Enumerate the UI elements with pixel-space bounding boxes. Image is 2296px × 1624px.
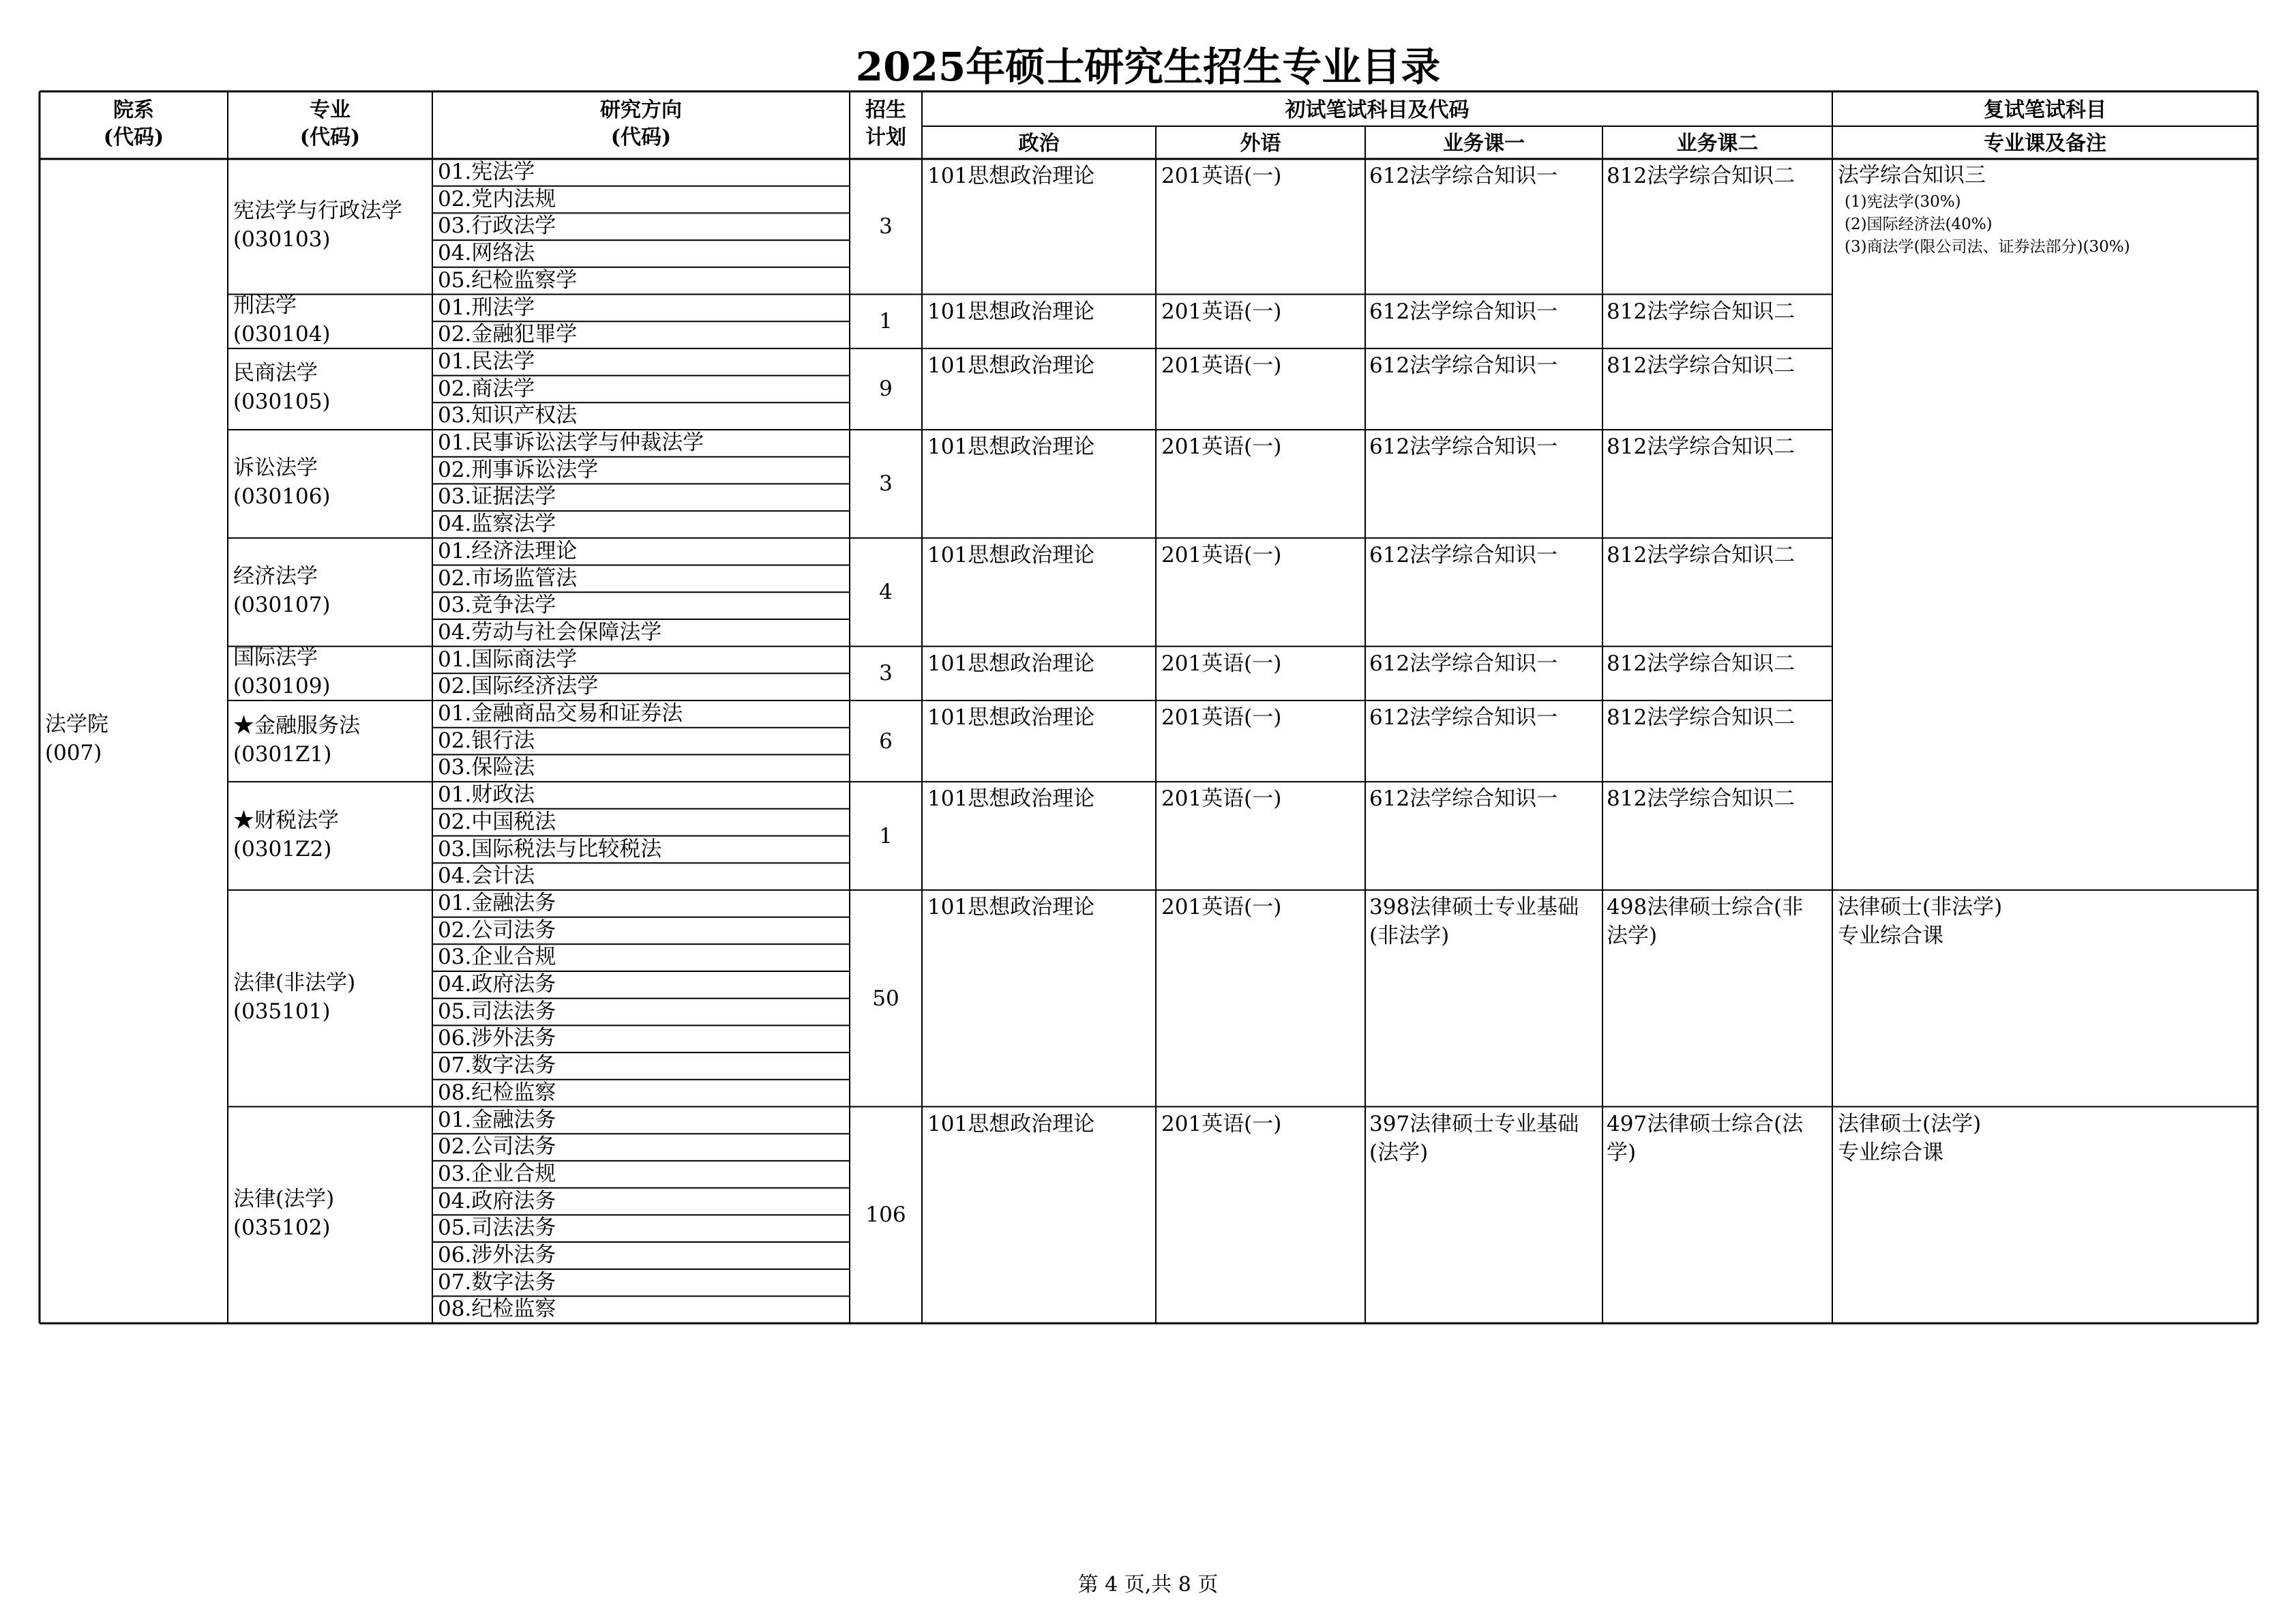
header-major: 专业 (代码)	[299, 98, 361, 149]
enrollment-plan: 6	[879, 728, 893, 754]
foreign-subject: 201英语(一)	[1161, 434, 1282, 459]
politics-subject: 101思想政治理论	[927, 353, 1095, 378]
research-direction: 05.司法法务	[438, 999, 556, 1024]
research-direction: 07.数字法务	[438, 1053, 556, 1078]
research-direction: 04.监察法学	[438, 512, 556, 537]
retest-subject: 法律硕士(法学)	[1838, 1111, 1982, 1136]
research-direction: 04.劳动与社会保障法学	[438, 619, 662, 645]
course1-subject: 612法学综合知识一	[1369, 434, 1558, 459]
major-code: (035101)	[233, 999, 331, 1024]
header-direction: 研究方向 (代码)	[600, 98, 682, 149]
major-code: (030104)	[233, 322, 331, 347]
course1-subject: 612法学综合知识一	[1369, 299, 1558, 324]
foreign-subject: 201英语(一)	[1161, 786, 1282, 812]
research-direction: 01.经济法理论	[438, 538, 578, 563]
politics-subject: 101思想政治理论	[927, 894, 1095, 919]
major-code: (030109)	[233, 674, 331, 699]
research-direction: 01.民事诉讼法学与仲裁法学	[438, 430, 704, 455]
department-code: (007)	[45, 741, 102, 765]
research-direction: 02.市场监管法	[438, 565, 578, 591]
major-code: (030105)	[233, 389, 331, 415]
foreign-subject: 201英语(一)	[1161, 299, 1282, 324]
major-name: 经济法学	[233, 564, 318, 589]
research-direction: 02.金融犯罪学	[438, 322, 578, 347]
course1-subject: 612法学综合知识一	[1369, 164, 1558, 188]
research-direction: 01.刑法学	[438, 295, 535, 320]
retest-law-item: (2)国际经济法(40%)	[1845, 216, 1993, 233]
course2-subject: 812法学综合知识二	[1607, 299, 1795, 324]
research-direction: 03.保险法	[438, 755, 535, 780]
page-title: 2025年硕士研究生招生专业目录	[855, 44, 1441, 90]
research-direction: 03.竞争法学	[438, 593, 556, 618]
course2-subject: 法学)	[1607, 923, 1658, 948]
research-direction: 01.金融法务	[438, 890, 556, 915]
course2-subject: 学)	[1607, 1140, 1637, 1165]
course1-subject: 612法学综合知识一	[1369, 651, 1558, 676]
foreign-subject: 201英语(一)	[1161, 164, 1282, 188]
enrollment-plan: 3	[879, 471, 893, 497]
course2-subject: 812法学综合知识二	[1607, 353, 1795, 378]
research-direction: 08.纪检监察	[438, 1080, 556, 1105]
course1-subject: 612法学综合知识一	[1369, 705, 1558, 730]
research-direction: 01.国际商法学	[438, 647, 578, 672]
research-direction: 02.银行法	[438, 728, 535, 753]
politics-subject: 101思想政治理论	[927, 786, 1095, 812]
politics-subject: 101思想政治理论	[927, 542, 1095, 567]
major-code: (030107)	[233, 593, 331, 618]
major-code: (030106)	[233, 484, 331, 510]
department-name: 法学院	[45, 712, 108, 737]
enrollment-plan: 106	[865, 1202, 906, 1228]
research-direction: 03.知识产权法	[438, 403, 578, 428]
research-direction: 04.网络法	[438, 241, 535, 266]
course1-subject: 612法学综合知识一	[1369, 353, 1558, 378]
major-code: (030103)	[233, 227, 331, 252]
politics-subject: 101思想政治理论	[927, 434, 1095, 459]
research-direction: 05.司法法务	[438, 1215, 556, 1241]
research-direction: 03.企业合规	[438, 1161, 556, 1186]
major-name: 民商法学	[233, 361, 318, 386]
header-dept: 院系 (代码)	[103, 98, 164, 149]
enrollment-plan: 1	[879, 309, 893, 334]
course2-subject: 812法学综合知识二	[1607, 651, 1795, 676]
politics-subject: 101思想政治理论	[927, 705, 1095, 730]
enrollment-plan: 9	[879, 377, 893, 402]
header-course2: 业务课二	[1676, 132, 1759, 156]
research-direction: 02.公司法务	[438, 917, 556, 943]
enrollment-plan: 1	[879, 823, 893, 848]
major-name: 诉讼法学	[233, 456, 318, 481]
foreign-subject: 201英语(一)	[1161, 353, 1282, 378]
header-prelim: 初试笔试科目及代码	[1285, 98, 1470, 122]
foreign-subject: 201英语(一)	[1161, 651, 1282, 676]
research-direction: 02.刑事诉讼法学	[438, 457, 599, 482]
major-name: 宪法学与行政法学	[233, 198, 402, 224]
retest-subject: 法律硕士(非法学)	[1838, 894, 2003, 919]
enrollment-plan: 50	[872, 986, 899, 1011]
header-plan: 招生 计划	[865, 98, 906, 149]
major-name: 法律(非法学)	[233, 970, 356, 995]
foreign-subject: 201英语(一)	[1161, 542, 1282, 567]
page-footer: 第 4 页,共 8 页	[1077, 1573, 1219, 1597]
research-direction: 02.中国税法	[438, 809, 556, 834]
research-direction: 01.金融商品交易和证券法	[438, 701, 683, 726]
research-direction: 03.国际税法与比较税法	[438, 836, 662, 861]
research-direction: 01.宪法学	[438, 160, 535, 184]
header-politics: 政治	[1018, 132, 1060, 156]
research-direction: 01.民法学	[438, 349, 535, 374]
header-course1: 业务课一	[1443, 132, 1525, 156]
research-direction: 01.财政法	[438, 782, 535, 808]
politics-subject: 101思想政治理论	[927, 164, 1095, 188]
research-direction: 04.政府法务	[438, 1188, 556, 1213]
course2-subject: 812法学综合知识二	[1607, 164, 1795, 188]
research-direction: 02.党内法规	[438, 186, 556, 211]
retest-subject: 专业综合课	[1838, 923, 1943, 948]
major-name: ★财税法学	[233, 808, 339, 833]
foreign-subject: 201英语(一)	[1161, 1111, 1282, 1136]
course2-subject: 812法学综合知识二	[1607, 542, 1795, 567]
research-direction: 03.证据法学	[438, 484, 556, 510]
course1-subject: 612法学综合知识一	[1369, 542, 1558, 567]
course2-subject: 812法学综合知识二	[1607, 705, 1795, 730]
research-direction: 03.企业合规	[438, 945, 556, 970]
major-name: 刑法学	[233, 293, 297, 319]
enrollment-plan: 4	[879, 580, 893, 605]
retest-law-title: 法学综合知识三	[1838, 163, 1986, 188]
research-direction: 02.公司法务	[438, 1134, 556, 1160]
research-direction: 04.会计法	[438, 863, 535, 889]
foreign-subject: 201英语(一)	[1161, 705, 1282, 730]
course2-subject: 498法律硕士综合(非	[1607, 894, 1804, 919]
course1-subject: 398法律硕士专业基础	[1369, 894, 1579, 919]
header-retest: 复试笔试科目	[1984, 98, 2106, 122]
research-direction: 02.国际经济法学	[438, 674, 599, 699]
course2-subject: 812法学综合知识二	[1607, 434, 1795, 459]
major-name: 法律(法学)	[233, 1187, 335, 1212]
course1-subject: 397法律硕士专业基础	[1369, 1111, 1579, 1136]
research-direction: 04.政府法务	[438, 972, 556, 996]
research-direction: 07.数字法务	[438, 1269, 556, 1295]
header-foreign: 外语	[1240, 132, 1281, 156]
enrollment-plan: 3	[879, 661, 893, 686]
enrollment-plan: 3	[879, 214, 893, 239]
course1-subject: (非法学)	[1369, 923, 1450, 948]
research-direction: 06.涉外法务	[438, 1026, 556, 1051]
retest-law-item: (1)宪法学(30%)	[1845, 193, 1961, 211]
major-name: 国际法学	[233, 645, 318, 670]
major-code: (035102)	[233, 1215, 331, 1241]
research-direction: 05.纪检监察学	[438, 267, 578, 293]
research-direction: 06.涉外法务	[438, 1243, 556, 1267]
course1-subject: (法学)	[1369, 1140, 1429, 1165]
politics-subject: 101思想政治理论	[927, 1111, 1095, 1136]
course2-subject: 497法律硕士综合(法	[1607, 1111, 1804, 1136]
retest-subject: 专业综合课	[1838, 1140, 1943, 1165]
research-direction: 02.商法学	[438, 376, 535, 401]
research-direction: 08.纪检监察	[438, 1297, 556, 1322]
major-code: (0301Z1)	[233, 741, 332, 767]
research-direction: 01.金融法务	[438, 1107, 556, 1132]
foreign-subject: 201英语(一)	[1161, 894, 1282, 919]
course1-subject: 612法学综合知识一	[1369, 786, 1558, 812]
major-code: (0301Z2)	[233, 836, 332, 861]
course2-subject: 812法学综合知识二	[1607, 786, 1795, 812]
retest-law-item: (3)商法学(限公司法、证券法部分)(30%)	[1845, 238, 2130, 256]
header-retest-sub: 专业课及备注	[1984, 132, 2106, 156]
politics-subject: 101思想政治理论	[927, 651, 1095, 676]
politics-subject: 101思想政治理论	[927, 299, 1095, 324]
research-direction: 03.行政法学	[438, 213, 556, 239]
major-name: ★金融服务法	[233, 713, 360, 738]
